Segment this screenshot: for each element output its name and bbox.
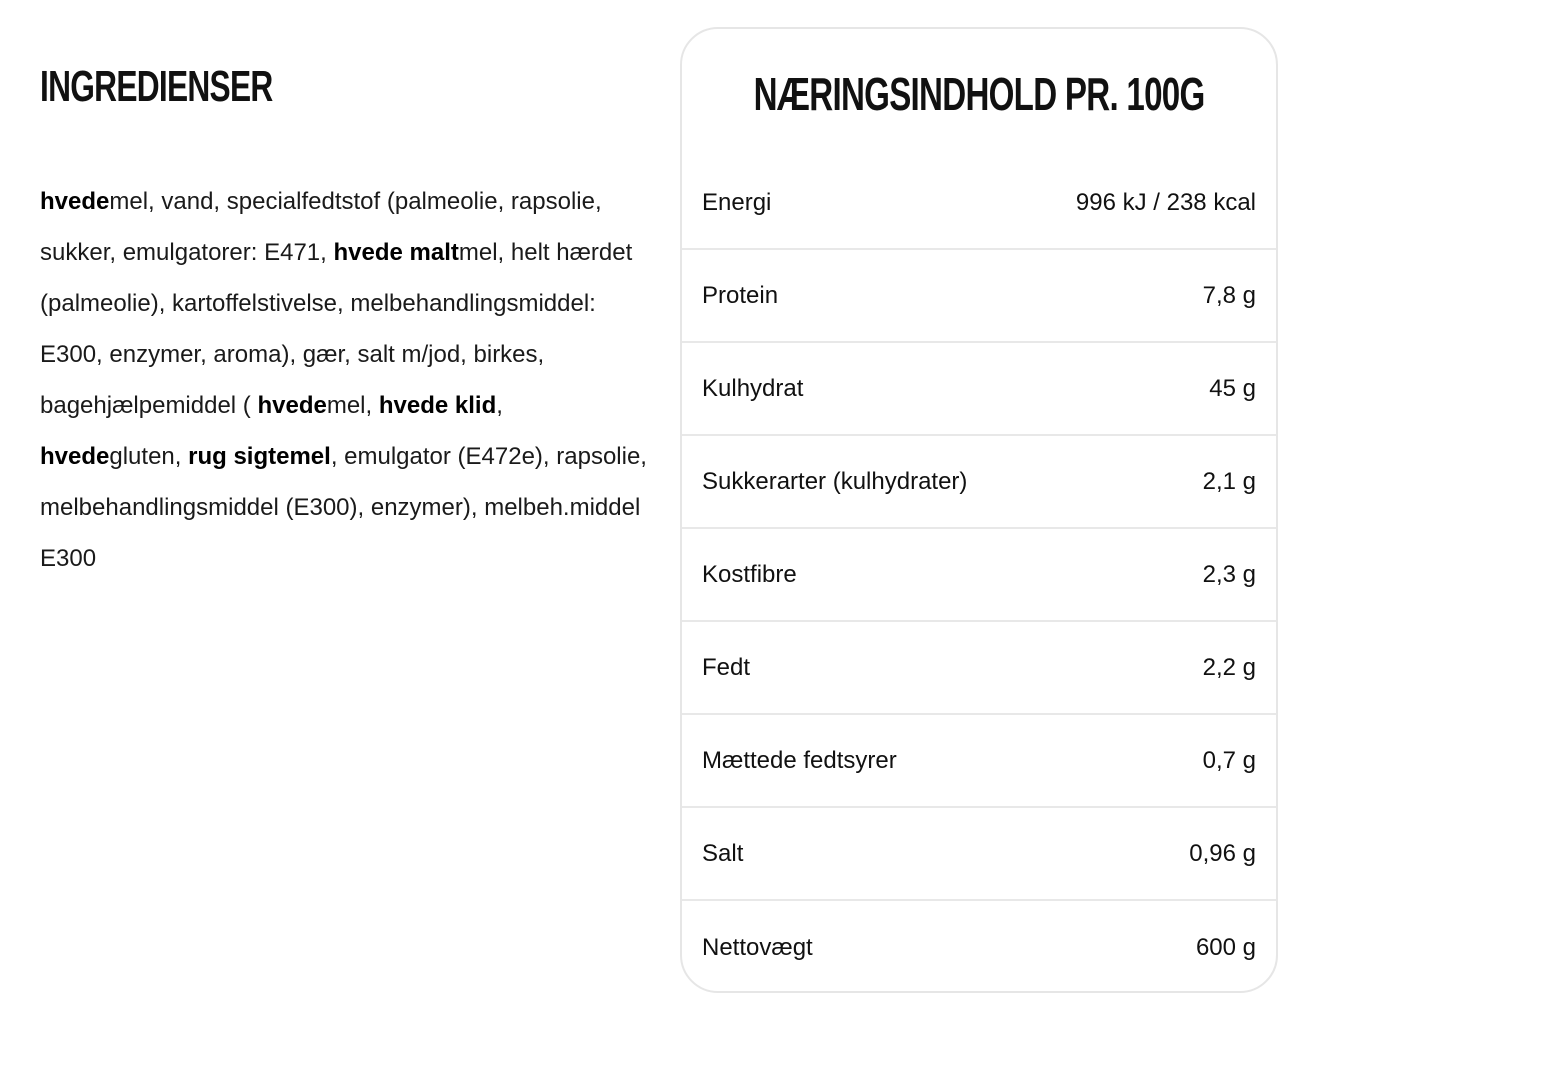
ingredients-section (40, 60, 650, 608)
nutrition-label: Nettovægt (702, 933, 813, 961)
nutrition-row (682, 715, 1276, 808)
nutrition-value: 0,96 g (1189, 839, 1256, 867)
nutrition-value: 2,1 g (1202, 467, 1256, 495)
nutrition-label: Fedt (702, 653, 751, 681)
ingredient-text: , emulgator (E472e), rapsolie, melbehandlingsmiddel (E300), enzymer), melbeh.middel E300 (40, 443, 647, 572)
nutrition-row (682, 157, 1276, 250)
nutrition-label: Kulhydrat (702, 374, 804, 402)
nutrition-label: Sukkerarter (kulhydrater) (702, 467, 968, 495)
nutrition-label: Salt (702, 839, 744, 867)
nutrition-row (682, 808, 1276, 901)
nutrition-row (682, 622, 1276, 715)
nutrition-row (682, 529, 1276, 622)
nutrition-title-wrap (682, 29, 1276, 157)
nutrition-value: 600 g (1195, 933, 1256, 961)
allergen-text: hvede (40, 443, 110, 470)
ingredient-text: gluten, (109, 443, 189, 470)
nutrition-table (682, 157, 1276, 993)
nutrition-label: Mættede fedtsyrer (702, 746, 897, 774)
nutrition-value: 0,7 g (1202, 746, 1256, 774)
ingredients-title: INGREDIENSER (40, 62, 273, 111)
nutrition-value: 2,3 g (1202, 560, 1256, 588)
allergen-text: hvede (40, 188, 110, 215)
nutrition-card (680, 27, 1278, 993)
nutrition-row (682, 901, 1276, 993)
ingredient-text: mel, helt hærdet (palmeolie), kartoffelstivelse, melbehandlingsmiddel: E300, enzymer, aroma), gær, salt m/jod, birkes, bagehjælpemiddel ( (40, 239, 633, 419)
allergen-text: hvede klid (378, 392, 497, 419)
nutrition-row (682, 436, 1276, 529)
nutrition-value: 7,8 g (1202, 281, 1256, 309)
nutrition-label: Protein (702, 281, 779, 309)
ingredients-text (40, 176, 650, 584)
nutrition-value: 2,2 g (1202, 653, 1256, 681)
nutrition-value: 996 kJ / 238 kcal (1075, 188, 1256, 216)
ingredient-text: mel, vand, specialfedtstof (palmeolie, rapsolie, sukker, emulgatorer: E471, (40, 188, 602, 266)
nutrition-label: Energi (702, 188, 772, 216)
ingredient-text: , (496, 392, 503, 419)
nutrition-row (682, 343, 1276, 436)
nutrition-value: 45 g (1209, 374, 1256, 402)
allergen-text: hvede (257, 392, 327, 419)
allergen-text: rug sigtemel (188, 443, 331, 470)
nutrition-row (682, 250, 1276, 343)
nutrition-label: Kostfibre (702, 560, 797, 588)
allergen-text: hvede malt (333, 239, 459, 266)
ingredient-text: mel, (326, 392, 379, 419)
nutrition-title: NÆRINGSINDHOLD PR. 100G (753, 68, 1205, 120)
